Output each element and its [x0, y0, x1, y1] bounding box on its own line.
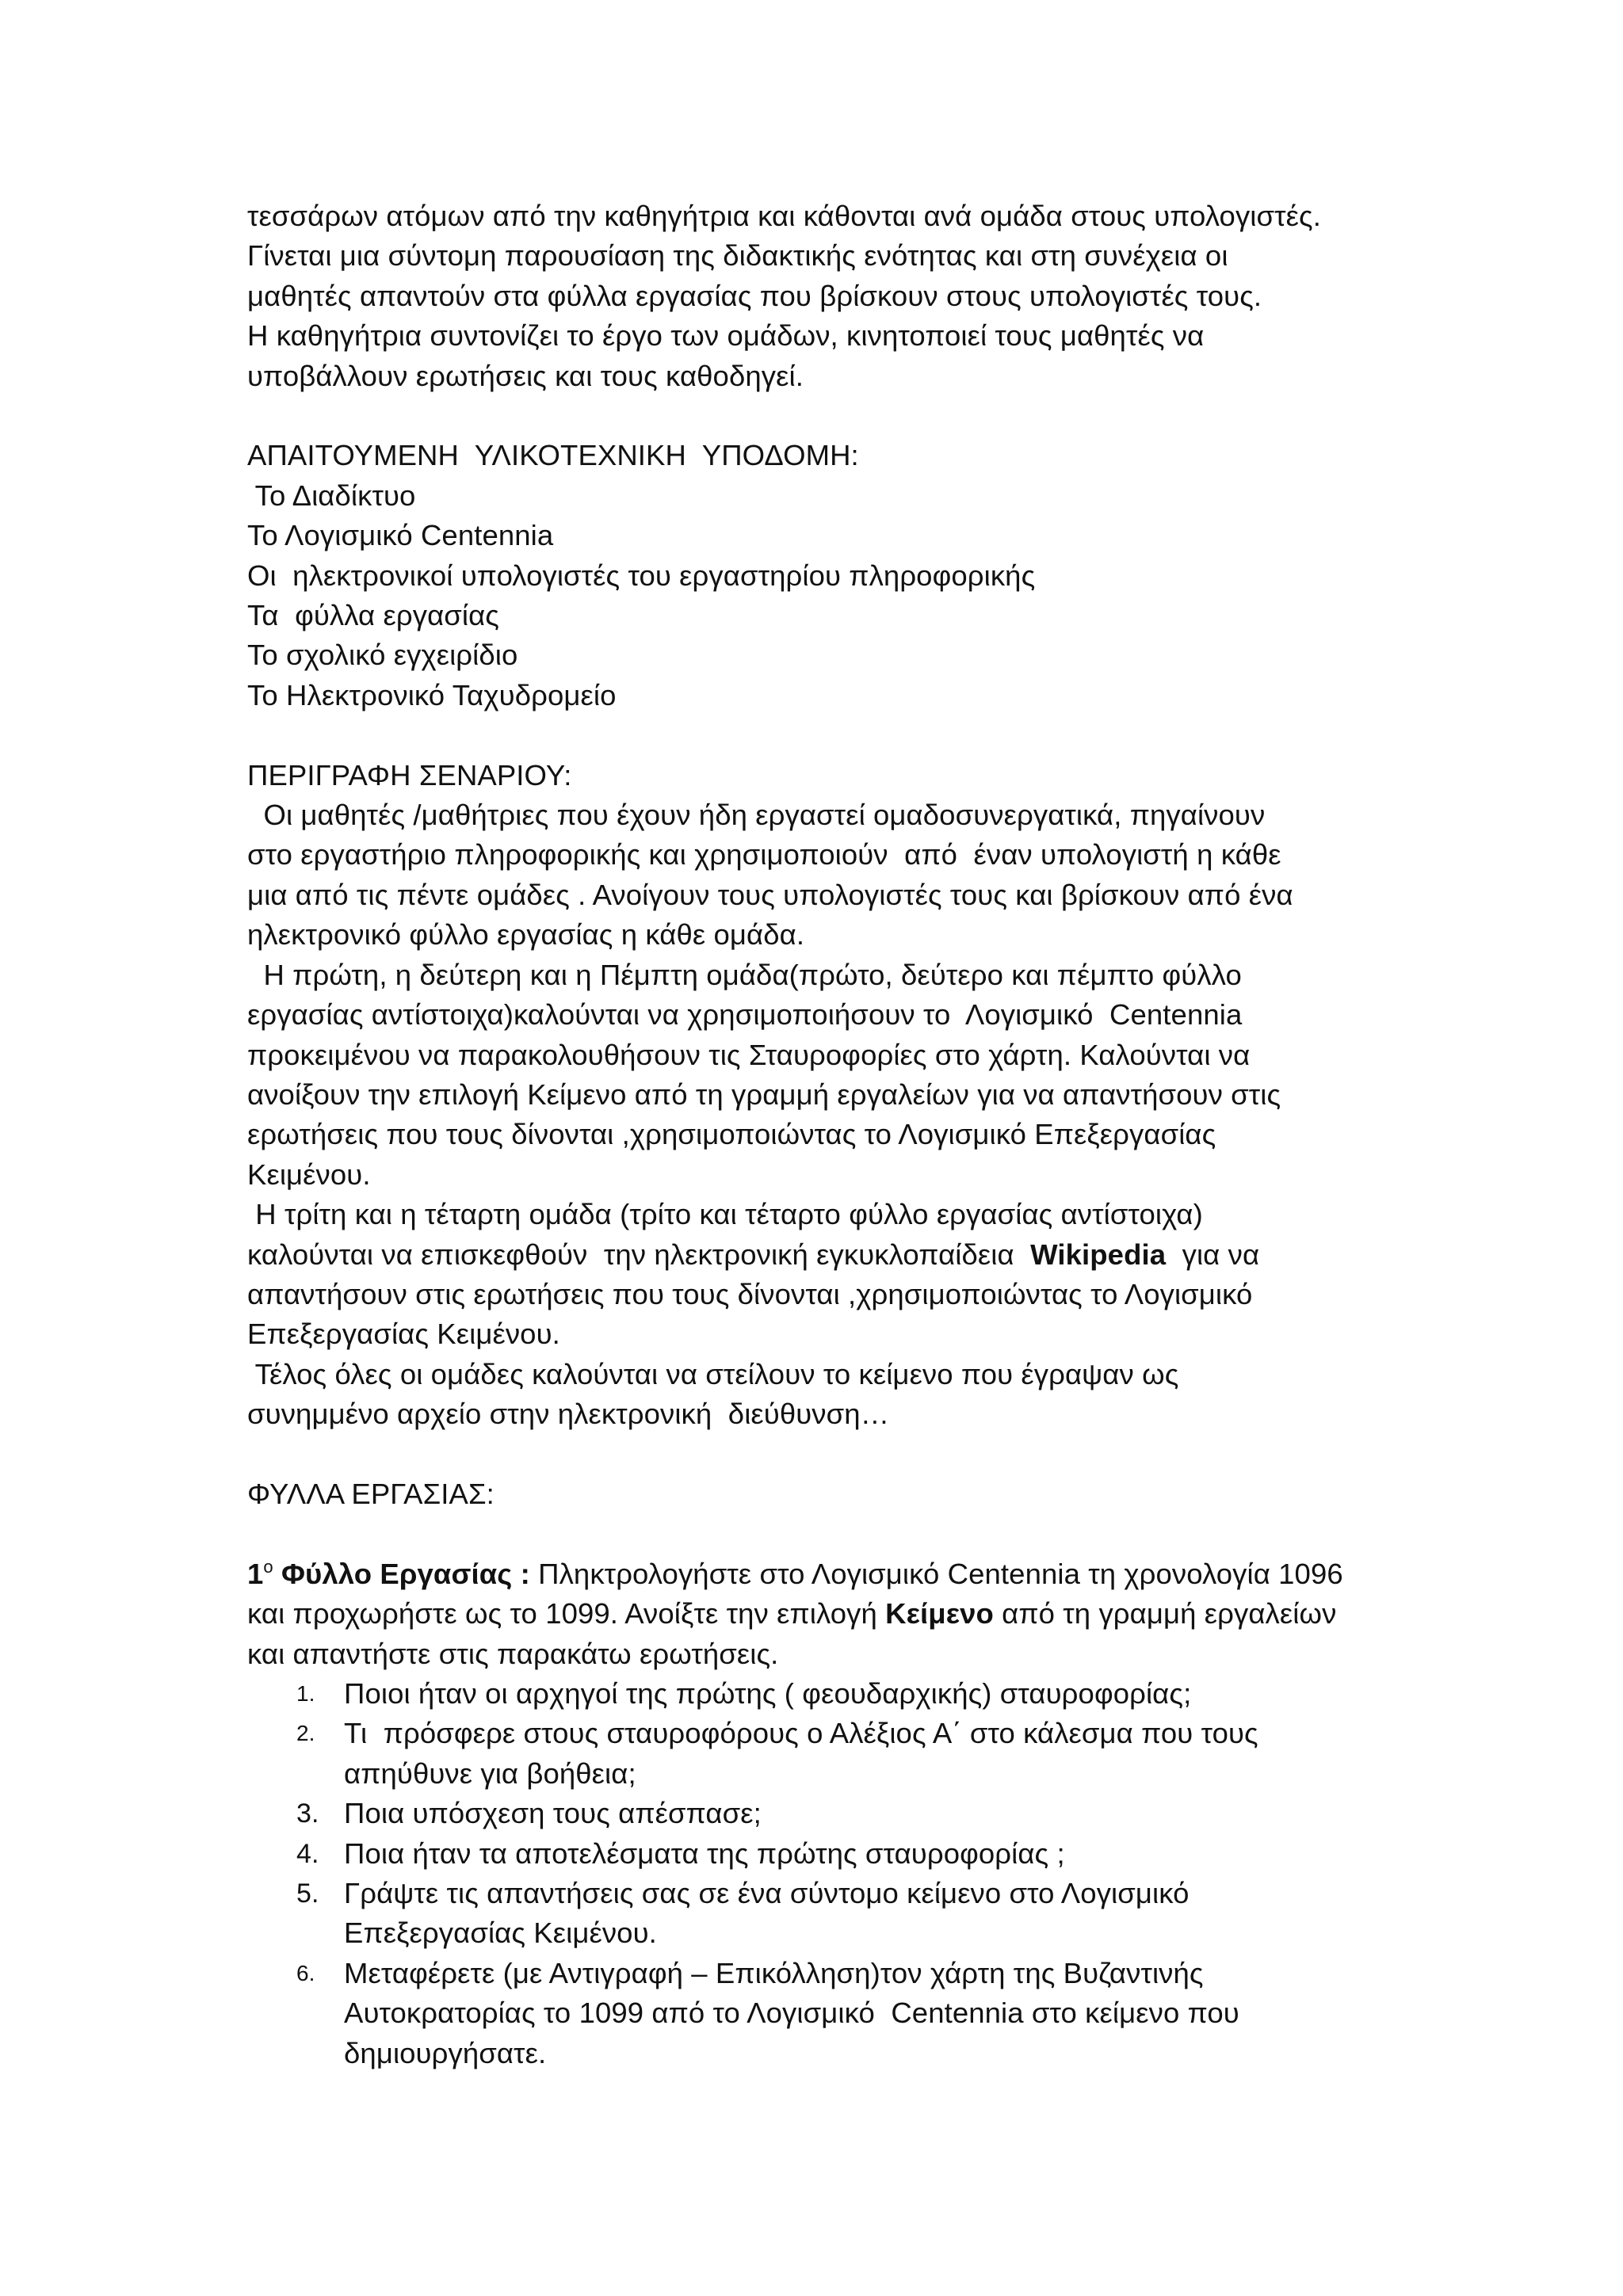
infrastructure-heading: ΑΠΑΙΤΟΥΜΕΝΗ ΥΛΙΚΟΤΕΧΝΙΚΗ ΥΠΟΔΟΜΗ:	[247, 439, 859, 472]
task-item	[247, 1874, 1412, 1954]
worksheet-1-line	[247, 1594, 1412, 1634]
wikipedia-term: Wikipedia	[1030, 1238, 1167, 1271]
worksheet-1-task-list	[247, 1674, 1412, 2073]
infrastructure-item: Τα φύλλα εργασίας	[247, 599, 500, 632]
worksheet-instruction: Πληκτρολογήστε στο Λογισμικό Centennia τη χρονολογία 1096	[529, 1557, 1343, 1590]
intro-line: Η καθηγήτρια συντονίζει το έργο των ομάδων, κινητοποιεί τους μαθητές να	[247, 319, 1205, 353]
intro-line: υποβάλλουν ερωτήσεις και τους καθοδηγεί.	[247, 359, 804, 392]
scenario-line: απαντήσουν στις ερωτήσεις που τους δίνονται ,χρησιμοποιώντας το Λογισμικό	[247, 1277, 1253, 1310]
worksheets-heading: ΦΥΛΛΑ ΕΡΓΑΣΙΑΣ:	[247, 1477, 495, 1510]
scenario-line: συνημμένο αρχείο στην ηλεκτρονική διεύθυνση…	[247, 1398, 890, 1431]
task-text: Ποια ήταν τα αποτελέσματα της πρώτης σταυροφορίας ;	[344, 1836, 1065, 1870]
worksheet-instruction: από τη γραμμή εργαλείων	[993, 1597, 1337, 1630]
spacer	[247, 1514, 1412, 1554]
scenario-text: για να	[1166, 1238, 1260, 1271]
scenario-line: ερωτήσεις που τους δίνονται ,χρησιμοποιώντας το Λογισμικό Επεξεργασίας	[247, 1118, 1216, 1151]
infrastructure-item: Το Διαδίκτυο	[247, 479, 416, 512]
task-item	[247, 1834, 1412, 1874]
task-number: 4.	[296, 1838, 319, 1869]
spacer	[247, 715, 1412, 755]
intro-line: τεσσάρων ατόμων από την καθηγήτρια και κάθονται ανά ομάδα στους υπολογιστές.	[247, 200, 1321, 232]
intro-paragraph	[247, 196, 1412, 396]
spacer	[247, 1435, 1412, 1474]
document-page	[247, 196, 1412, 2073]
task-number: 6.	[296, 1960, 315, 1985]
scenario-wikipedia-line	[247, 1235, 1412, 1275]
scenario-line: Η τρίτη και η τέταρτη ομάδα (τρίτο και τέταρτο φύλλο εργασίας αντίστοιχα)	[247, 1198, 1203, 1231]
scenario-heading: ΠΕΡΙΓΡΑΦΗ ΣΕΝΑΡΙΟΥ:	[247, 758, 572, 791]
scenario-line: ανοίξουν την επιλογή Κείμενο από τη γραμμή εργαλείων για να απαντήσουν στις	[247, 1077, 1281, 1111]
task-item	[247, 1954, 1412, 2073]
worksheet-instruction: και προχωρήστε ως το 1099. Ανοίξτε την επιλογή	[247, 1597, 886, 1630]
task-text: Αυτοκρατορίας το 1099 από το Λογισμικό Centennia στο κείμενο που	[344, 1997, 1239, 2030]
spacer	[247, 396, 1412, 436]
scenario-line: Οι μαθητές /μαθήτριες που έχουν ήδη εργαστεί ομαδοσυνεργατικά, πηγαίνουν	[247, 799, 1266, 832]
task-number: 5.	[296, 1878, 319, 1909]
worksheets-section	[247, 1474, 1412, 2073]
infrastructure-item: Το Ηλεκτρονικό Ταχυδρομείο	[247, 678, 617, 711]
infrastructure-item: Το σχολικό εγχειρίδιο	[247, 639, 518, 672]
scenario-line: Κειμένου.	[247, 1158, 371, 1191]
task-number: 1.	[296, 1680, 315, 1706]
worksheet-title: Φύλλο Εργασίας :	[273, 1557, 530, 1590]
task-text: απηύθυνε για βοήθεια;	[344, 1756, 636, 1790]
task-text: Ποια υπόσχεση τους απέσπασε;	[344, 1797, 762, 1830]
task-number: 3.	[296, 1798, 319, 1829]
task-number: 2.	[296, 1721, 315, 1746]
scenario-line: Τέλος όλες οι ομάδες καλούνται να στείλουν το κείμενο που έγραψαν ως	[247, 1357, 1179, 1390]
worksheet-1-line: και απαντήστε στις παρακάτω ερωτήσεις.	[247, 1637, 779, 1670]
scenario-line: Η πρώτη, η δεύτερη και η Πέμπτη ομάδα(πρώτο, δεύτερο και πέμπτο φύλλο	[247, 958, 1242, 991]
infrastructure-section	[247, 436, 1412, 715]
scenario-line: προκειμένου να παρακολουθήσουν τις Σταυροφορίες στο χάρτη. Καλούνται να	[247, 1038, 1251, 1071]
scenario-text: καλούνται να επισκεφθούν την ηλεκτρονική εγκυκλοπαίδεια	[247, 1238, 1031, 1271]
worksheet-ordinal: ο	[263, 1556, 273, 1577]
infrastructure-item: Οι ηλεκτρονικοί υπολογιστές του εργαστηρίου πληροφορικής	[247, 559, 1036, 592]
task-text: Επεξεργασίας Κειμένου.	[344, 1917, 657, 1950]
scenario-line: μια από τις πέντε ομάδες . Ανοίγουν τους υπολογιστές τους και βρίσκουν από ένα	[247, 878, 1293, 911]
scenario-line: στο εργαστήριο πληροφορικής και χρησιμοποιούν από έναν υπολογιστή η κάθε	[247, 838, 1281, 871]
task-item	[247, 1794, 1412, 1833]
scenario-section	[247, 756, 1412, 1435]
task-text: δημιουργήσατε.	[344, 2036, 547, 2069]
task-text: Τι πρόσφερε στους σταυροφόρους ο Αλέξιος Α΄ στο κάλεσμα που τους	[344, 1717, 1258, 1750]
infrastructure-item: Το Λογισμικό Centennia	[247, 519, 554, 552]
scenario-line: ηλεκτρονικό φύλλο εργασίας η κάθε ομάδα.	[247, 918, 805, 952]
task-text: Μεταφέρετε (με Αντιγραφή – Επικόλληση)τον χάρτη της Βυζαντινής	[344, 1956, 1204, 1989]
scenario-line: εργασίας αντίστοιχα)καλούνται να χρησιμοποιήσουν το Λογισμικό Centennia	[247, 998, 1243, 1032]
task-text: Ποιοι ήταν οι αρχηγοί της πρώτης ( φεουδαρχικής) σταυροφορίας;	[344, 1676, 1192, 1710]
worksheet-1-title-line	[247, 1554, 1412, 1594]
keimeno-term: Κείμενο	[885, 1597, 994, 1630]
intro-line: μαθητές απαντούν στα φύλλα εργασίας που βρίσκουν στους υπολογιστές τους.	[247, 279, 1262, 312]
worksheet-number: 1	[247, 1557, 264, 1590]
task-text: Γράψτε τις απαντήσεις σας σε ένα σύντομο κείμενο στο Λογισμικό	[344, 1877, 1190, 1909]
intro-line: Γίνεται μια σύντομη παρουσίαση της διδακτικής ενότητας και στη συνέχεια οι	[247, 239, 1228, 273]
task-item	[247, 1674, 1412, 1714]
scenario-line: Επεξεργασίας Κειμένου.	[247, 1318, 560, 1351]
task-item	[247, 1714, 1412, 1794]
